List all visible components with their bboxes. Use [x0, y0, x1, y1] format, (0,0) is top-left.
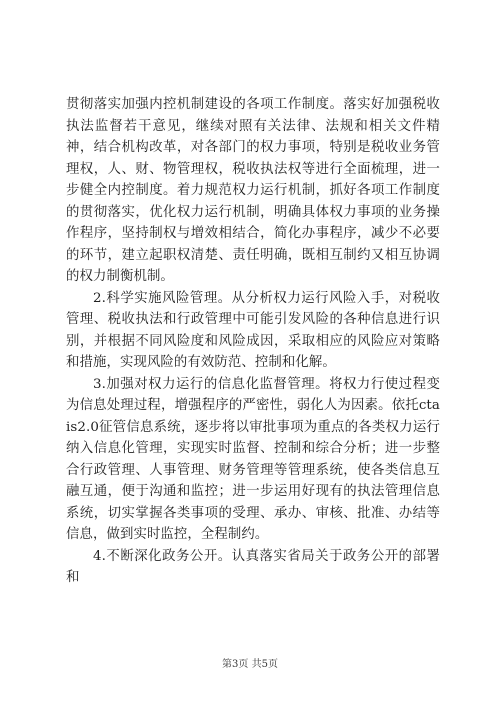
- paragraph-information-supervision: 3.加强对权力运行的信息化监督管理。将权力行使过程变为信息处理过程，增强程序的严密性，弱化人为因素。依托ctais2.0征管信息系统，逐步将以审批事项为重点的各类权力运行纳入信息化管理，实现实时监督、控制和综合分析；进一步整合行政管理、人事管理、财务管理等管理系统，使各类信息互融互通，便于沟通和监控；进一步运用好现有的执法管理信息系统，切实掌握各类事项的受理、承办、审核、批准、办结等信息，做到实时监控，全程制约。: [66, 376, 440, 542]
- page-number-label: 第3页 共5页: [222, 659, 278, 670]
- paragraph-government-affairs: 4.不断深化政务公开。认真落实省局关于政务公开的部署和: [66, 548, 440, 585]
- paragraph-risk-management: 2.科学实施风险管理。从分析权力运行风险入手，对税收管理、税收执法和行政管理中可能引发风险的各种信息进行识别，并根据不同风险度和风险成因，采取相应的风险应对策略和措施，实现风险的有效防范、控制和化解。: [66, 290, 440, 370]
- document-body: [66, 94, 440, 589]
- paragraph-internal-control: 贯彻落实加强内控机制建设的各项工作制度。落实好加强税收执法监督若干意见，继续对照有关法律、法规和相关文件精神，结合机构改革，对各部门的权力事项，特别是税收业务管理权，人、财、物管理权，税收执法权等进行全面梳理，进一步健全内控制度。着力规范权力运行机制，抓好各项工作制度的贯彻落实，优化权力运行机制，明确具体权力事项的业务操作程序，坚持制权与增效相结合，简化办事程序，减少不必要的环节，建立起职权清楚、责任明确，既相互制约又相互协调的权力制衡机制。: [66, 97, 440, 284]
- page-footer: [0, 655, 500, 670]
